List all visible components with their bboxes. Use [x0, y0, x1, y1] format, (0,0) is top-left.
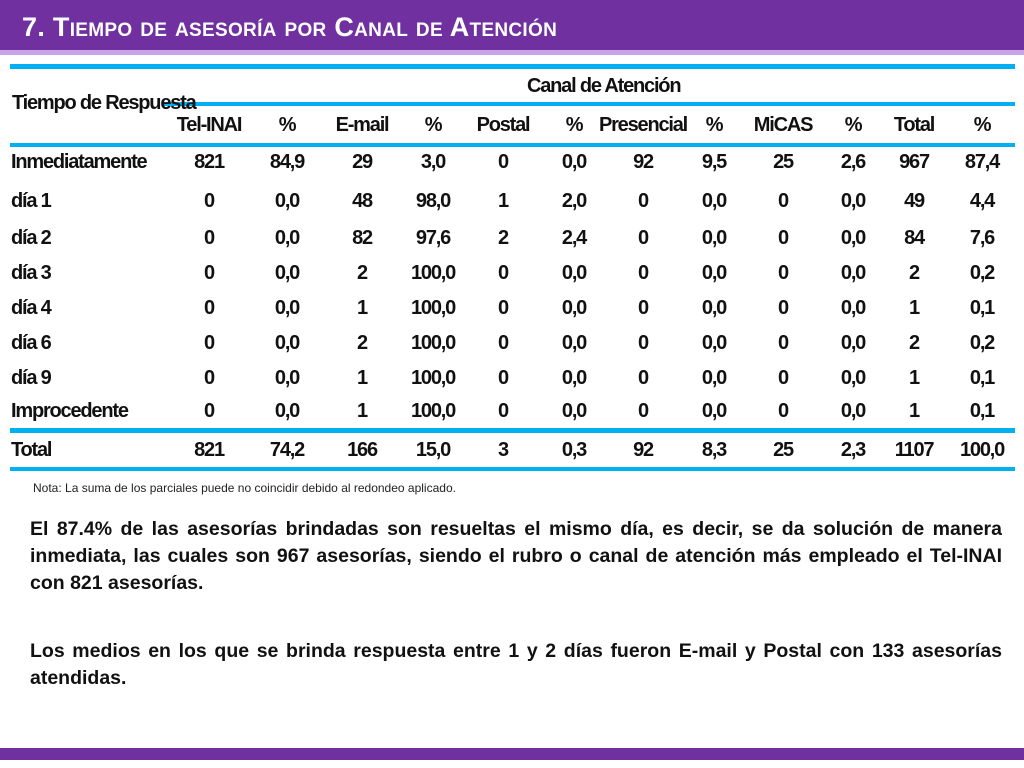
table-cell: 0,0 — [274, 297, 300, 319]
table-cell: 0,0 — [840, 262, 866, 284]
table-cell: 2 — [909, 262, 919, 284]
table-cell: 0 — [204, 190, 214, 212]
table-cell: 1 — [909, 297, 919, 319]
table-cell: 2,4 — [561, 227, 587, 249]
table-cell: 0,0 — [561, 151, 587, 173]
table-cell: 0,0 — [840, 332, 866, 354]
table-cell: 0 — [778, 332, 788, 354]
table-cell: 92 — [633, 439, 653, 461]
table-cell: 3 — [498, 439, 508, 461]
table-cell: 100,0 — [410, 332, 456, 354]
table-cell: 0,0 — [561, 332, 587, 354]
table-cell: 0 — [204, 367, 214, 389]
table-cell: 0,0 — [701, 400, 727, 422]
table-cell: 1 — [357, 367, 367, 389]
table-cell: 0,0 — [701, 367, 727, 389]
table-cell: 0 — [778, 262, 788, 284]
row-label: día 3 — [11, 262, 51, 284]
table-cell: 0,0 — [561, 297, 587, 319]
table-top-border — [10, 64, 1015, 69]
table-cell: 0,0 — [840, 227, 866, 249]
footer-bar — [0, 748, 1024, 760]
table-cell: 25 — [773, 439, 793, 461]
table-cell: 0 — [638, 262, 648, 284]
table-cell: 2 — [498, 227, 508, 249]
column-header: Tel-INAI — [176, 114, 242, 136]
page-title: 7. Tiempo de asesoría por Canal de Atención — [22, 12, 558, 42]
table-cell: 98,0 — [415, 190, 451, 212]
table-bottom-border — [10, 467, 1015, 471]
table-cell: 2,0 — [561, 190, 587, 212]
table-cell: 1107 — [894, 439, 934, 461]
row-label: día 4 — [11, 297, 51, 319]
column-header: % — [278, 114, 296, 136]
table-cell: 0,0 — [840, 297, 866, 319]
table-cell: 0,0 — [840, 400, 866, 422]
table-cell: 4,4 — [969, 190, 995, 212]
table-cell: 821 — [194, 439, 224, 461]
table-cell: 92 — [633, 151, 653, 173]
summary-paragraph-2: Los medios en los que se brinda respuesta entre 1 y 2 días fueron E-mail y Postal con 133 asesorías atendidas. — [30, 640, 1002, 689]
table-cell: 0 — [778, 367, 788, 389]
table-note: Nota: La suma de los parciales puede no coincidir debido al redondeo aplicado. — [33, 481, 456, 495]
table-cell: 0,1 — [969, 400, 995, 422]
table-cell: 0 — [638, 297, 648, 319]
table-cell: 0,0 — [701, 262, 727, 284]
table-cell: 87,4 — [964, 151, 1000, 173]
row-label: día 1 — [11, 190, 51, 212]
table-cell: 84 — [904, 227, 924, 249]
column-header: Total — [893, 114, 935, 136]
table-cell: 0,0 — [274, 227, 300, 249]
row-header-title: Tiempo de Respuesta — [12, 92, 196, 114]
table-cell: 0 — [498, 262, 508, 284]
table-cell: 100,0 — [410, 297, 456, 319]
table-cell: 29 — [352, 151, 372, 173]
row-label: día 2 — [11, 227, 51, 249]
table-cell: 1 — [357, 297, 367, 319]
total-top-border — [10, 428, 1015, 433]
header-divider-short — [163, 102, 1015, 106]
table-cell: 25 — [773, 151, 793, 173]
table-cell: 49 — [904, 190, 924, 212]
table-cell: 0,0 — [840, 367, 866, 389]
table-cell: 7,6 — [969, 227, 995, 249]
header-bottom-border — [10, 143, 1015, 147]
table-cell: 0,0 — [561, 400, 587, 422]
column-header: % — [973, 114, 991, 136]
table-cell: 0,0 — [701, 190, 727, 212]
column-header: E-mail — [335, 114, 389, 136]
table-cell: 1 — [498, 190, 508, 212]
table-cell: 0 — [638, 227, 648, 249]
table-cell: 100,0 — [410, 400, 456, 422]
table-cell: 166 — [347, 439, 377, 461]
table-cell: 0 — [498, 400, 508, 422]
column-header: % — [705, 114, 723, 136]
table-cell: 8,3 — [701, 439, 727, 461]
table-cell: 0 — [638, 400, 648, 422]
table-cell: 82 — [352, 227, 372, 249]
table-cell: 967 — [899, 151, 929, 173]
table-cell: 0,0 — [274, 262, 300, 284]
table-cell: 3,0 — [420, 151, 446, 173]
row-label: Improcedente — [11, 400, 128, 422]
table-cell: 0,0 — [274, 190, 300, 212]
group-header: Canal de Atención — [527, 75, 681, 97]
table-cell: 2,6 — [840, 151, 866, 173]
table-cell: 97,6 — [415, 227, 451, 249]
row-label: Inmediatamente — [11, 151, 147, 173]
table-cell: 0 — [638, 332, 648, 354]
table-cell: 0,0 — [701, 332, 727, 354]
table-cell: 0 — [204, 227, 214, 249]
table-cell: 0,3 — [561, 439, 587, 461]
table-cell: 0 — [778, 190, 788, 212]
table-cell: 15,0 — [415, 439, 451, 461]
table-cell: 821 — [194, 151, 224, 173]
row-label: Total — [11, 439, 52, 461]
table-cell: 2 — [909, 332, 919, 354]
table-cell: 0 — [778, 400, 788, 422]
table-cell: 0,2 — [969, 332, 995, 354]
table-cell: 0,0 — [701, 227, 727, 249]
column-header: % — [424, 114, 442, 136]
column-header: Postal — [476, 114, 530, 136]
table-cell: 100,0 — [410, 367, 456, 389]
table-cell: 1 — [909, 367, 919, 389]
table-cell: 0,0 — [274, 332, 300, 354]
column-header: Presencial — [598, 114, 688, 136]
table-cell: 0 — [638, 190, 648, 212]
table-cell: 0 — [204, 297, 214, 319]
table-cell: 74,2 — [269, 439, 305, 461]
column-header: % — [844, 114, 862, 136]
table-cell: 0 — [778, 297, 788, 319]
table-cell: 0 — [204, 332, 214, 354]
table-cell: 0,1 — [969, 367, 995, 389]
table-cell: 9,5 — [701, 151, 727, 173]
table-cell: 2 — [357, 262, 367, 284]
table-cell: 0 — [638, 367, 648, 389]
table-cell: 0,0 — [840, 190, 866, 212]
column-header: MiCAS — [753, 114, 813, 136]
table-cell: 0 — [778, 227, 788, 249]
table-cell: 0 — [498, 332, 508, 354]
table-cell: 0,0 — [701, 297, 727, 319]
summary-paragraph-1: El 87.4% de las asesorías brindadas son resueltas el mismo día, es decir, se da solución de manera inmediata, las cuales son 967 asesorías, siendo el rubro o canal de atención más empleado el Tel-INAI con 821 asesorías. — [30, 518, 1002, 594]
row-label: día 6 — [11, 332, 51, 354]
column-header: % — [565, 114, 583, 136]
table-cell: 2 — [357, 332, 367, 354]
table-cell: 100,0 — [410, 262, 456, 284]
table-cell: 0 — [204, 262, 214, 284]
table-cell: 0,1 — [969, 297, 995, 319]
table-cell: 0,0 — [561, 367, 587, 389]
table-cell: 84,9 — [269, 151, 305, 173]
table-cell: 0 — [498, 367, 508, 389]
table-cell: 0,0 — [561, 262, 587, 284]
table-cell: 0,0 — [274, 367, 300, 389]
table-cell: 0 — [498, 297, 508, 319]
table-cell: 48 — [352, 190, 372, 212]
table-cell: 0 — [498, 151, 508, 173]
table-cell: 1 — [909, 400, 919, 422]
table-cell: 0,2 — [969, 262, 995, 284]
table-cell: 100,0 — [959, 439, 1005, 461]
table-cell: 1 — [357, 400, 367, 422]
table-cell: 0,0 — [274, 400, 300, 422]
row-label: día 9 — [11, 367, 51, 389]
table-cell: 2,3 — [840, 439, 866, 461]
table-cell: 0 — [204, 400, 214, 422]
